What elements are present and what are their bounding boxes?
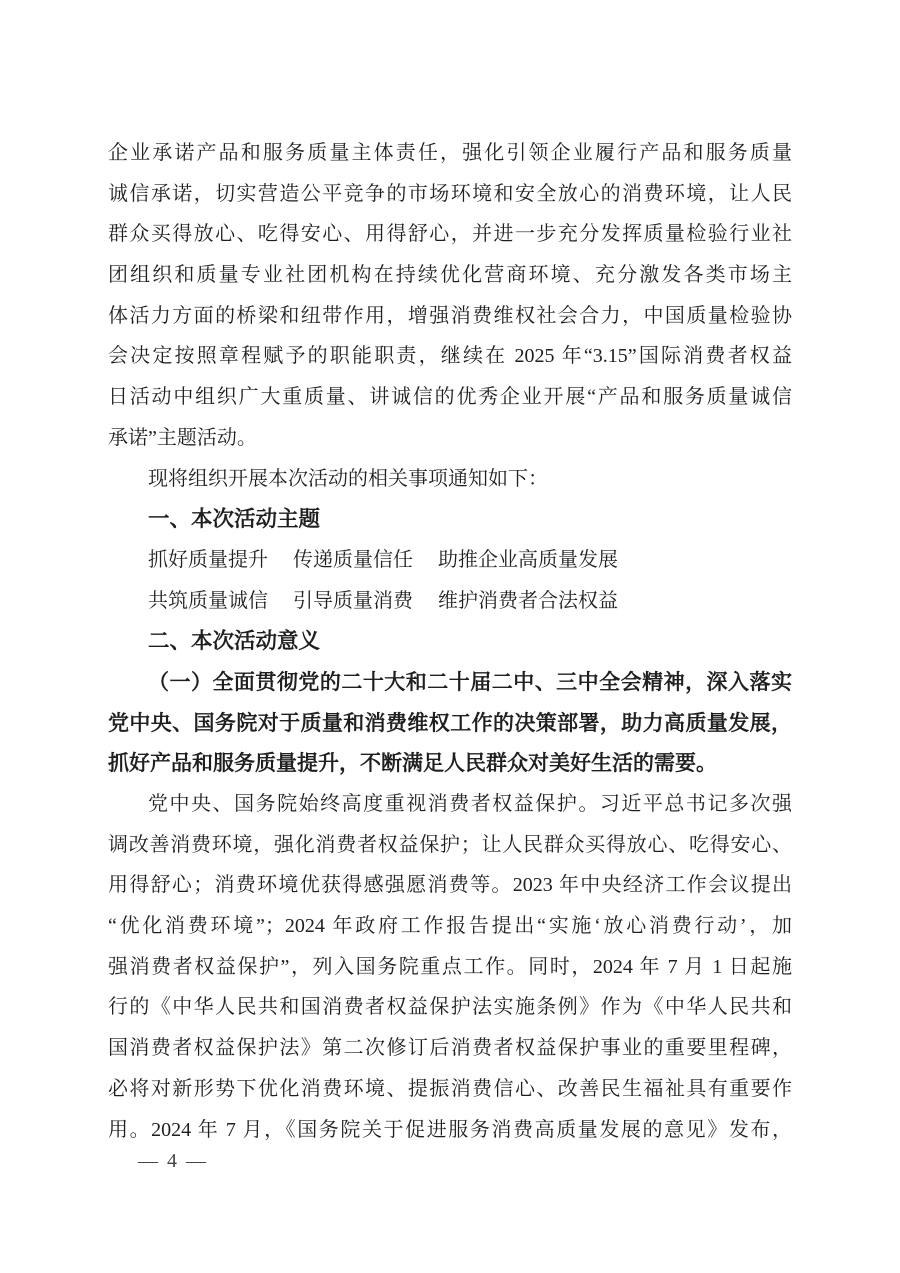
text-line: 二、本次活动意义	[148, 629, 321, 654]
text-line: 诚信承诺，切实营造公平竞争的市场环境和安全放心的消费环境，让人民	[108, 182, 792, 205]
text-line: 日活动中组织广大重质量、讲诚信的优秀企业开展“产品和服务质量诚信	[108, 386, 792, 409]
text-line: 体活力方面的桥梁和纽带作用，增强消费维权社会合力，中国质量检验协	[108, 304, 792, 327]
text-line: 用。2024 年 7 月，《国务院关于促进服务消费高质量发展的意见》发布，	[108, 1118, 792, 1141]
text-line: 团组织和质量专业社团机构在持续优化营商环境、充分激发各类市场主	[108, 264, 792, 287]
text-line: 国消费者权益保护法》第二次修订后消费者权益保护事业的重要里程碑，	[108, 1037, 792, 1060]
text-line: 群众买得放心、吃得安心、用得舒心，并进一步充分发挥质量检验行业社	[108, 223, 792, 246]
text-line: 用得舒心；消费环境优获得感强愿消费等。2023 年中央经济工作会议提出	[108, 874, 792, 897]
text-line: 行的《中华人民共和国消费者权益保护法实施条例》作为《中华人民共和	[108, 996, 792, 1019]
text-line: 承诺”主题活动。	[108, 426, 257, 449]
text-line: 抓好产品和服务质量提升，不断满足人民群众对美好生活的需要。	[108, 751, 717, 776]
text-line: 抓好质量提升 传递质量信任 助推企业高质量发展	[148, 548, 618, 571]
text-line: 企业承诺产品和服务质量主体责任，强化引领企业履行产品和服务质量	[108, 142, 792, 164]
text-line: （一）全面贯彻党的二十大和二十届二中、三中全会精神，深入落实	[148, 669, 792, 694]
page-number: — 4 —	[138, 1150, 208, 1172]
text-line: 现将组织开展本次活动的相关事项通知如下：	[148, 467, 548, 490]
text-line: 一、本次活动主题	[148, 507, 321, 532]
text-line: 必将对新形势下优化消费环境、提振消费信心、改善民生福祉具有重要作	[108, 1077, 792, 1100]
text-line: 强消费者权益保护”，列入国务院重点工作。同时，2024 年 7 月 1 日起施	[108, 955, 792, 978]
document-body	[108, 133, 792, 1150]
text-line: 会决定按照章程赋予的职能职责，继续在 2025 年“3.15”国际消费者权益	[108, 345, 792, 368]
text-line: 党中央、国务院始终高度重视消费者权益保护。习近平总书记多次强	[148, 793, 792, 815]
text-line: 党中央、国务院对于质量和消费维权工作的决策部署，助力高质量发展，	[108, 710, 792, 735]
text-line: 共筑质量诚信 引导质量消费 维护消费者合法权益	[148, 589, 618, 612]
text-line: “优化消费环境”；2024 年政府工作报告提出“实施‘放心消费行动’，加	[108, 915, 792, 938]
text-line: 调改善消费环境，强化消费者权益保护；让人民群众买得放心、吃得安心、	[108, 833, 792, 856]
